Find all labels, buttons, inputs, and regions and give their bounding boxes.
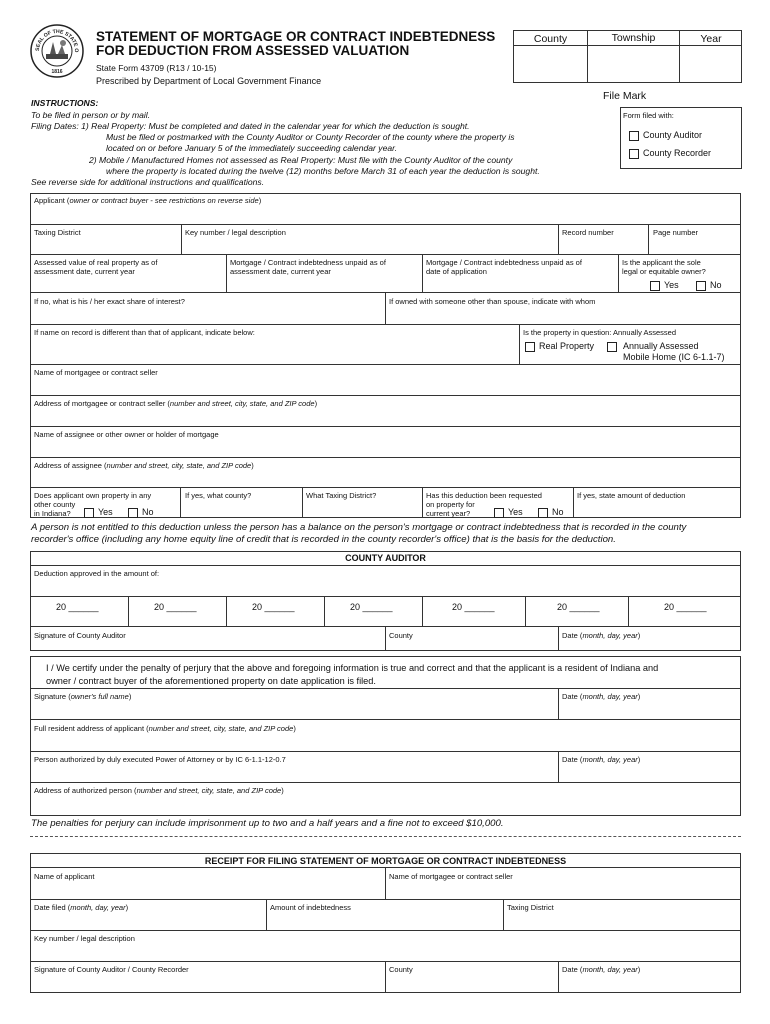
col-year: Year <box>700 33 722 45</box>
notice-line1: A person is not entitled to this deduction unless the person has a balance on the person's mortgage or contract indebtedness that is recorded in the county <box>31 522 687 533</box>
instructions-heading: INSTRUCTIONS: <box>31 98 99 108</box>
prescribed-by: Prescribed by Department of Local Government Finance <box>96 76 322 86</box>
year-amount-2[interactable]: 20 ______ <box>154 602 197 612</box>
taxing-district-label: Taxing District <box>34 228 81 237</box>
receipt-amount-label: Amount of indebtedness <box>270 903 351 912</box>
auditor-county-label: County <box>389 631 413 640</box>
owner-signature-label: Signature (owner's full name) <box>34 692 132 701</box>
what-county-label: If yes, what county? <box>185 491 252 500</box>
receipt-date-filed-label: Date filed (month, day, year) <box>34 903 129 912</box>
receipt-taxing-district-label: Taxing District <box>507 903 554 912</box>
unpaid-assessment-label: Mortgage / Contract indebtedness unpaid as of assessment date, current year <box>230 258 386 276</box>
page-number-field[interactable] <box>649 239 740 253</box>
year-amount-5[interactable]: 20 ______ <box>452 602 495 612</box>
assessed-value-field[interactable] <box>31 277 225 291</box>
requested-yes-label: Yes <box>508 507 523 517</box>
receipt-taxing-district-field[interactable] <box>504 913 740 929</box>
receipt-county-label: County <box>389 965 413 974</box>
form-number: State Form 43709 (R13 / 10-15) <box>96 63 217 73</box>
assignee-name-field[interactable] <box>31 440 740 456</box>
unpaid-assessment-field[interactable] <box>227 277 421 291</box>
requested-yes-checkbox[interactable] <box>494 508 504 518</box>
mortgagee-name-label: Name of mortgagee or contract seller <box>34 368 158 377</box>
sole-owner-yes-label: Yes <box>664 280 679 290</box>
form-title-line1: STATEMENT OF MORTGAGE OR CONTRACT INDEBTEDNESS <box>96 29 496 44</box>
year-amount-4[interactable]: 20 ______ <box>350 602 393 612</box>
resident-address-field[interactable] <box>31 734 740 750</box>
receipt-signature-field[interactable] <box>31 975 384 991</box>
county-auditor-heading: COUNTY AUDITOR <box>345 553 426 563</box>
state-seal <box>30 24 84 78</box>
owner-date-field[interactable] <box>559 702 740 718</box>
name-differs-label: If name on record is different than that of applicant, indicate below: <box>34 328 255 337</box>
svg-text:SEAL OF THE STATE OF INDIANA: SEAL OF THE STATE O <box>34 28 80 53</box>
exact-share-label: If no, what is his / her exact share of interest? <box>34 297 185 306</box>
key-number-field[interactable] <box>182 239 557 253</box>
certify-line2: owner / contract buyer of the aforementioned property on date application is filed. <box>46 676 376 686</box>
real-property-checkbox[interactable] <box>525 342 535 352</box>
form-filed-label: Form filed with: <box>623 111 674 120</box>
record-number-field[interactable] <box>559 239 647 253</box>
file-mark-label: File Mark <box>603 90 647 102</box>
county-value-cell[interactable] <box>514 46 586 82</box>
amount-deduction-field[interactable] <box>574 501 740 517</box>
instructions-line2: Filing Dates: 1) Real Property: Must be completed and dated in the calendar year for which the deduction is sought. <box>31 121 470 131</box>
record-number-label: Record number <box>562 228 614 237</box>
receipt-mortgagee-field[interactable] <box>386 882 740 898</box>
notice-line2: recorder's office (including any home equity line of credit that is recorded in the county recorder's office) that is the basis for the deduction. <box>31 534 616 545</box>
year-amount-1[interactable]: 20 ______ <box>56 602 99 612</box>
authorized-address-label: Address of authorized person (number and street, city, state, and ZIP code) <box>34 786 284 795</box>
mobile-home-label: Annually Assessed Mobile Home (IC 6-1.1-7) <box>623 341 725 362</box>
auditor-date-label: Date (month, day, year) <box>562 631 641 640</box>
receipt-mortgagee-label: Name of mortgagee or contract seller <box>389 872 513 881</box>
annually-assessed-label: Is the property in question: Annually Assessed <box>523 328 677 337</box>
assignee-address-field[interactable] <box>31 471 740 487</box>
assignee-address-label: Address of assignee (number and street, city, state, and ZIP code) <box>34 461 254 470</box>
mortgagee-address-label: Address of mortgagee or contract seller (number and street, city, state, and ZIP code) <box>34 399 318 408</box>
authorized-address-field[interactable] <box>31 796 740 814</box>
receipt-heading: RECEIPT FOR FILING STATEMENT OF MORTGAGE OR CONTRACT INDEBTEDNESS <box>204 856 567 866</box>
requested-no-label: No <box>552 507 564 517</box>
assessed-value-label: Assessed value of real property as of assessment date, current year <box>34 258 158 276</box>
owned-with-label: If owned with someone other than spouse, indicate with whom <box>389 297 596 306</box>
year-amount-3[interactable]: 20 ______ <box>252 602 295 612</box>
applicant-field[interactable] <box>31 206 740 223</box>
owner-signature-field[interactable] <box>31 702 557 718</box>
exact-share-field[interactable] <box>31 307 384 323</box>
col-county: County <box>533 33 568 45</box>
year-amount-6[interactable]: 20 ______ <box>557 602 600 612</box>
sole-owner-label: Is the applicant the sole legal or equitable owner? <box>622 258 706 276</box>
poa-label: Person authorized by duly executed Power of Attorney or by IC 6-1.1-12-0.7 <box>34 755 286 764</box>
instructions-line4: located on or before January 5 of the immediately succeeding calendar year. <box>106 143 398 153</box>
what-district-label: What Taxing District? <box>306 491 377 500</box>
requested-no-checkbox[interactable] <box>538 508 548 518</box>
deduction-approved-label: Deduction approved in the amount of: <box>34 569 160 578</box>
unpaid-application-field[interactable] <box>423 277 617 291</box>
sole-owner-no-label: No <box>710 280 722 290</box>
svg-text:1816: 1816 <box>51 69 63 75</box>
what-county-field[interactable] <box>181 501 301 517</box>
receipt-date-field[interactable] <box>559 975 740 991</box>
certify-line1: I / We certify under the penalty of perjury that the above and foregoing information is true and correct and that the applicant is a resident of Indiana and <box>46 663 659 673</box>
receipt-date-label: Date (month, day, year) <box>562 965 641 974</box>
instructions-line3: Must be filed or postmarked with the County Auditor or County Recorder of the county where the property is <box>106 132 515 142</box>
owned-with-field[interactable] <box>386 307 740 323</box>
deduction-requested-label: Has this deduction been requested on property for current year? <box>426 491 542 518</box>
receipt-county-field[interactable] <box>386 975 557 991</box>
receipt-key-number-field[interactable] <box>31 944 740 960</box>
own-other-yes-label: Yes <box>98 507 113 517</box>
poa-date-label: Date (month, day, year) <box>562 755 641 764</box>
poa-field[interactable] <box>31 765 557 781</box>
receipt-signature-label: Signature of County Auditor / County Recorder <box>34 965 189 974</box>
real-property-label: Real Property <box>539 341 595 351</box>
county-auditor-label: County Auditor <box>643 130 703 140</box>
own-other-yes-checkbox[interactable] <box>84 508 94 518</box>
owner-date-label: Date (month, day, year) <box>562 692 641 701</box>
poa-date-field[interactable] <box>559 765 740 781</box>
penalty-notice: The penalties for perjury can include imprisonment up to two and a half years and a fine not to exceed $10,000. <box>31 818 504 829</box>
amount-deduction-label: If yes, state amount of deduction <box>577 491 686 500</box>
own-other-county-label: Does applicant own property in any other county in Indiana? <box>34 491 152 518</box>
receipt-applicant-field[interactable] <box>31 882 384 898</box>
mortgagee-name-field[interactable] <box>31 378 740 394</box>
sole-owner-no-checkbox[interactable] <box>696 281 706 291</box>
receipt-date-filed-field[interactable] <box>31 913 265 929</box>
own-other-no-label: No <box>142 507 154 517</box>
county-auditor-checkbox[interactable] <box>629 131 639 141</box>
sole-owner-yes-checkbox[interactable] <box>650 281 660 291</box>
instructions-line6: where the property is located during the twelve (12) months before March 31 of each year the deduction is sought. <box>106 166 540 176</box>
receipt-applicant-label: Name of applicant <box>34 872 95 881</box>
receipt-key-number-label: Key number / legal description <box>34 934 135 943</box>
col-township: Township <box>611 32 656 44</box>
name-differs-field[interactable] <box>31 338 518 363</box>
what-district-field[interactable] <box>303 501 421 517</box>
receipt-amount-field[interactable] <box>267 913 502 929</box>
county-recorder-checkbox[interactable] <box>629 149 639 159</box>
form-title-line2: FOR DEDUCTION FROM ASSESSED VALUATION <box>96 43 410 58</box>
instructions-line1: To be filed in person or by mail. <box>31 110 151 120</box>
assignee-name-label: Name of assignee or other owner or holder of mortgage <box>34 430 219 439</box>
township-value-cell[interactable] <box>588 46 678 82</box>
instructions-line5: 2) Mobile / Manufactured Homes not assessed as Real Property: Must file with the County Auditor of the county <box>89 155 513 165</box>
unpaid-application-label: Mortgage / Contract indebtedness unpaid as of date of application <box>426 258 582 276</box>
resident-address-label: Full resident address of applicant (number and street, city, state, and ZIP code) <box>34 724 296 733</box>
applicant-label: Applicant (owner or contract buyer - see restrictions on reverse side) <box>34 196 262 205</box>
auditor-signature-label: Signature of County Auditor <box>34 631 126 640</box>
county-recorder-label: County Recorder <box>643 148 712 158</box>
mortgagee-address-field[interactable] <box>31 409 740 425</box>
year-amount-7[interactable]: 20 ______ <box>664 602 707 612</box>
key-number-label: Key number / legal description <box>185 228 286 237</box>
mobile-home-checkbox[interactable] <box>607 342 617 352</box>
instructions-line7: See reverse side for additional instructions and qualifications. <box>31 177 265 187</box>
own-other-no-checkbox[interactable] <box>128 508 138 518</box>
year-value-cell[interactable] <box>680 46 741 82</box>
page-number-label: Page number <box>653 228 699 237</box>
tear-line <box>30 836 741 837</box>
taxing-district-field[interactable] <box>31 239 180 253</box>
